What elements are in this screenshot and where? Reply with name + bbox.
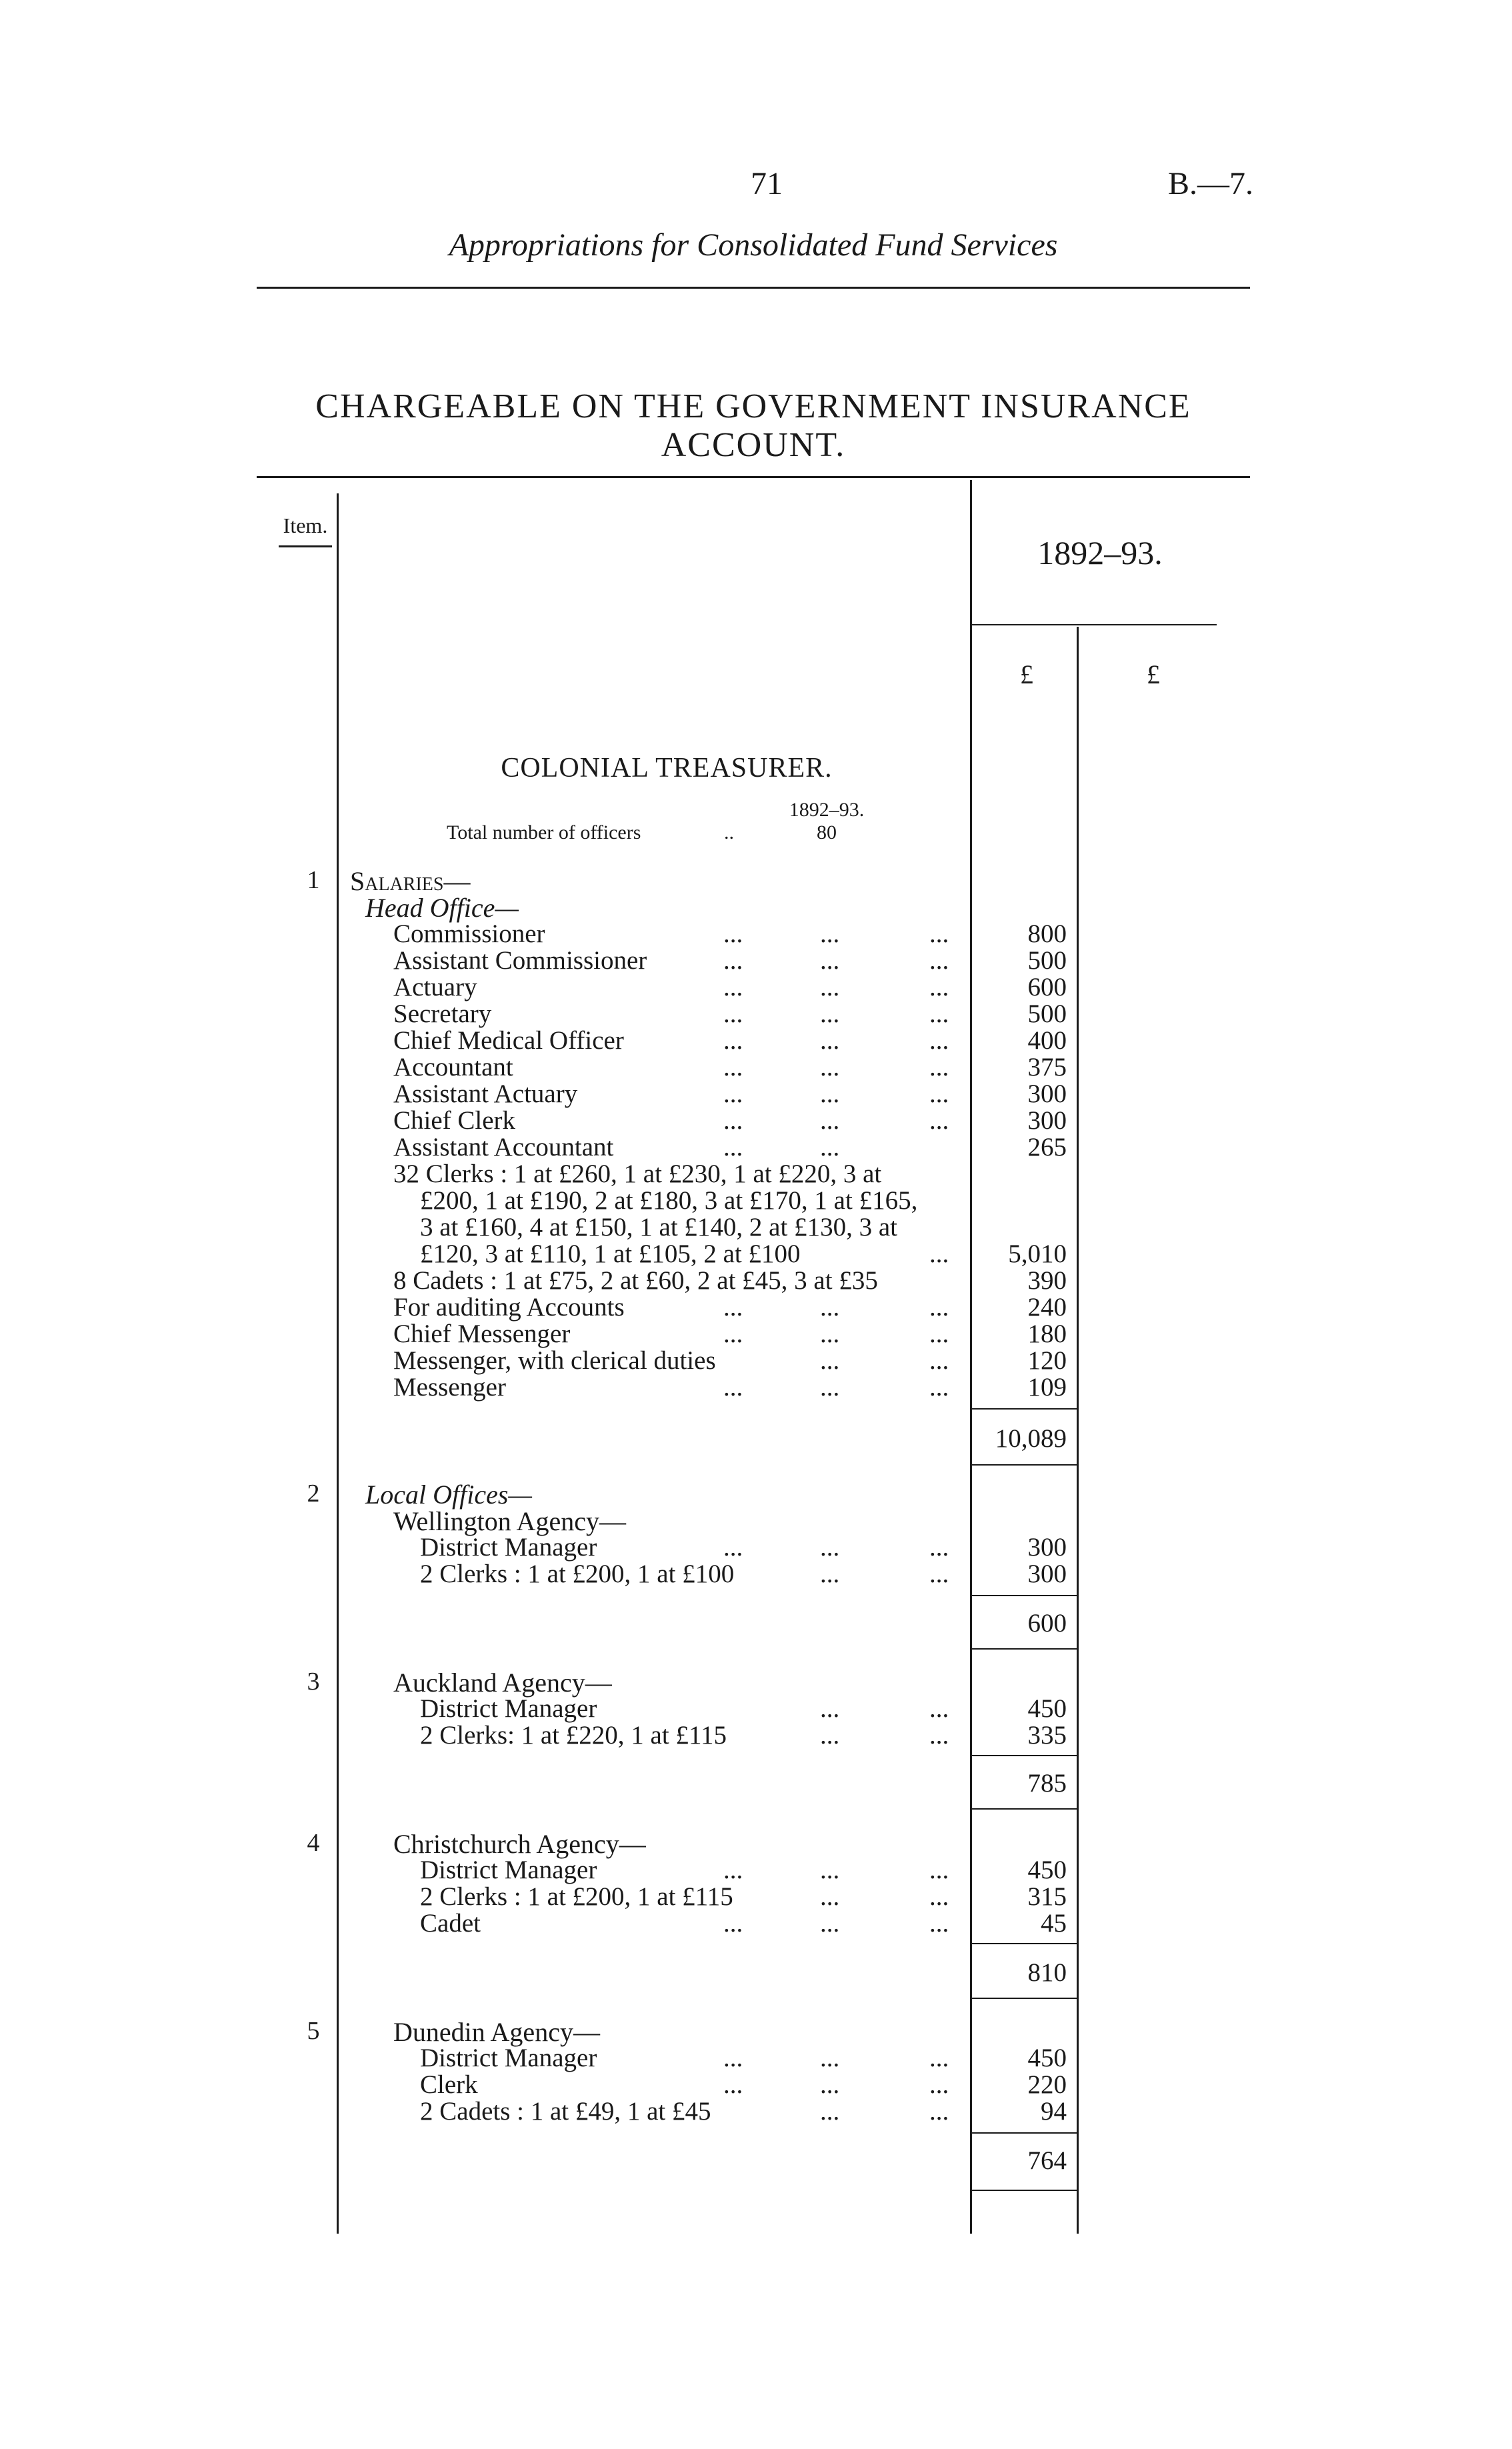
table-row: Cadet ... ... ... <box>420 1909 949 1938</box>
title-rule <box>257 476 1250 478</box>
amount: 109 <box>1027 1373 1067 1402</box>
amount: 450 <box>1027 1856 1067 1884</box>
amount: 600 <box>1027 973 1067 1001</box>
table-row: 2 Clerks : 1 at £200, 1 at £100 ... ... <box>420 1560 949 1588</box>
section-heading: Local Offices— <box>365 1480 532 1510</box>
amount: 300 <box>1027 1560 1067 1588</box>
amount: 300 <box>1027 1106 1067 1135</box>
title-line-1: CHARGEABLE ON THE GOVERNMENT INSURANCE <box>315 387 1191 425</box>
amount: 5,010 <box>1008 1240 1067 1268</box>
amount: 120 <box>1027 1346 1067 1375</box>
item-number: 3 <box>307 1668 320 1696</box>
amount: 300 <box>1027 1079 1067 1108</box>
item-total: 764 <box>1027 2146 1067 2175</box>
item-total: 785 <box>1027 1769 1067 1798</box>
amount: 180 <box>1027 1320 1067 1348</box>
amount-column-rule-left <box>970 480 972 2234</box>
page-subtitle: Appropriations for Consolidated Fund Services <box>449 227 1058 263</box>
item-header-rule <box>279 545 332 547</box>
department-heading: COLONIAL TREASURER. <box>501 753 833 783</box>
table-row: Clerk ... ... ... <box>420 2070 949 2099</box>
subtotal-rule <box>972 2132 1077 2134</box>
section-heading: Auckland Agency— <box>393 1668 612 1698</box>
table-row: District Manager ... ... ... <box>420 1856 949 1884</box>
amount: 220 <box>1027 2070 1067 2099</box>
subtotal-rule <box>972 1595 1077 1596</box>
year-column-header: 1892–93. <box>1037 534 1163 571</box>
amount: 500 <box>1027 946 1067 975</box>
currency-symbol-1: £ <box>1020 659 1033 689</box>
table-row: For auditing Accounts ... ... ... <box>393 1293 949 1322</box>
section-heading: Dunedin Agency— <box>393 2017 600 2047</box>
amount: 450 <box>1027 2044 1067 2072</box>
amount: 300 <box>1027 1533 1067 1562</box>
year-header-rule <box>970 624 1217 625</box>
subsection-heading: Wellington Agency— <box>393 1506 626 1536</box>
officers-label: Total number of officers <box>447 821 641 843</box>
amount: 265 <box>1027 1133 1067 1161</box>
amount: 800 <box>1027 919 1067 948</box>
subtotal-rule <box>972 1755 1077 1756</box>
table-row: Commissioner ... ... ... <box>393 919 949 948</box>
table-row: 2 Clerks: 1 at £220, 1 at £115 ... ... <box>420 1721 949 1750</box>
header-rule <box>257 287 1250 289</box>
amount: 500 <box>1027 999 1067 1028</box>
clerks-line-3: 3 at £160, 4 at £150, 1 at £140, 2 at £130, 3 at <box>420 1213 897 1242</box>
table-row: 2 Clerks : 1 at £200, 1 at £115 ... ... <box>420 1882 949 1911</box>
table-row: Assistant Actuary ... ... ... <box>393 1079 949 1108</box>
amount: 240 <box>1027 1293 1067 1322</box>
clerks-line-1: 32 Clerks : 1 at £260, 1 at £230, 1 at £220, 3 at <box>393 1159 882 1188</box>
table-row: Messenger ... ... ... <box>393 1373 949 1402</box>
currency-symbol-2: £ <box>1147 659 1160 689</box>
item-total: 810 <box>1027 1958 1067 1987</box>
table-row: Actuary ... ... ... <box>393 973 949 1001</box>
item-total: 10,089 <box>995 1424 1067 1453</box>
section-heading: Christchurch Agency— <box>393 1829 646 1859</box>
total-rule <box>972 2190 1077 2191</box>
table-row: Secretary ... ... ... <box>393 999 949 1028</box>
item-total: 600 <box>1027 1609 1067 1638</box>
table-row: Chief Clerk ... ... ... <box>393 1106 949 1135</box>
table-row: Assistant Accountant ... ... <box>393 1133 840 1161</box>
total-rule <box>972 1998 1077 1999</box>
amount-column-rule-mid <box>1077 627 1079 2234</box>
subtotal-rule <box>972 1943 1077 1944</box>
section-heading: Salaries— <box>350 866 471 896</box>
table-row: Messenger, with clerical duties ... ... <box>393 1346 949 1375</box>
table-row: 8 Cadets : 1 at £75, 2 at £60, 2 at £45, 3 at £35 <box>393 1266 878 1295</box>
total-rule <box>972 1808 1077 1810</box>
officers-count: 80 <box>817 821 837 843</box>
amount: 335 <box>1027 1721 1067 1750</box>
clerks-line-2: £200, 1 at £190, 2 at £180, 3 at £170, 1 at £165, <box>420 1186 918 1215</box>
total-rule <box>972 1648 1077 1650</box>
table-row: Chief Medical Officer ... ... ... <box>393 1026 949 1055</box>
document-reference: B.—7. <box>1167 166 1253 201</box>
item-number: 2 <box>307 1480 320 1508</box>
subsection-heading: Head Office— <box>365 893 519 923</box>
item-column-rule <box>337 493 339 2234</box>
table-row: Assistant Commissioner ... ... ... <box>393 946 949 975</box>
item-number: 1 <box>307 866 320 894</box>
amount: 315 <box>1027 1882 1067 1911</box>
total-rule <box>972 1464 1077 1466</box>
item-number: 5 <box>307 2017 320 2045</box>
item-column-header: Item. <box>283 513 328 537</box>
item-number: 4 <box>307 1829 320 1857</box>
table-row: District Manager ... ... <box>420 1694 949 1723</box>
page-number: 71 <box>751 166 783 201</box>
amount: 45 <box>1041 1909 1067 1938</box>
amount: 390 <box>1027 1266 1067 1295</box>
amount: 94 <box>1041 2097 1067 2126</box>
amount: 450 <box>1027 1694 1067 1723</box>
amount: 375 <box>1027 1053 1067 1081</box>
officers-year: 1892–93. <box>789 799 865 821</box>
title-line-2: ACCOUNT. <box>661 426 846 464</box>
clerks-line-4: £120, 3 at £110, 1 at £105, 2 at £100 <box>420 1240 801 1268</box>
amount: 400 <box>1027 1026 1067 1055</box>
officers-dots: .. <box>724 821 734 843</box>
table-row: District Manager ... ... ... <box>420 1533 949 1562</box>
subtotal-rule <box>972 1408 1077 1410</box>
table-row: Accountant ... ... ... <box>393 1053 949 1081</box>
table-row: District Manager ... ... ... <box>420 2044 949 2072</box>
table-row: Chief Messenger ... ... ... <box>393 1320 949 1348</box>
clerks-dots: ... <box>929 1240 949 1268</box>
table-row: 2 Cadets : 1 at £49, 1 at £45 ... ... <box>420 2097 949 2126</box>
